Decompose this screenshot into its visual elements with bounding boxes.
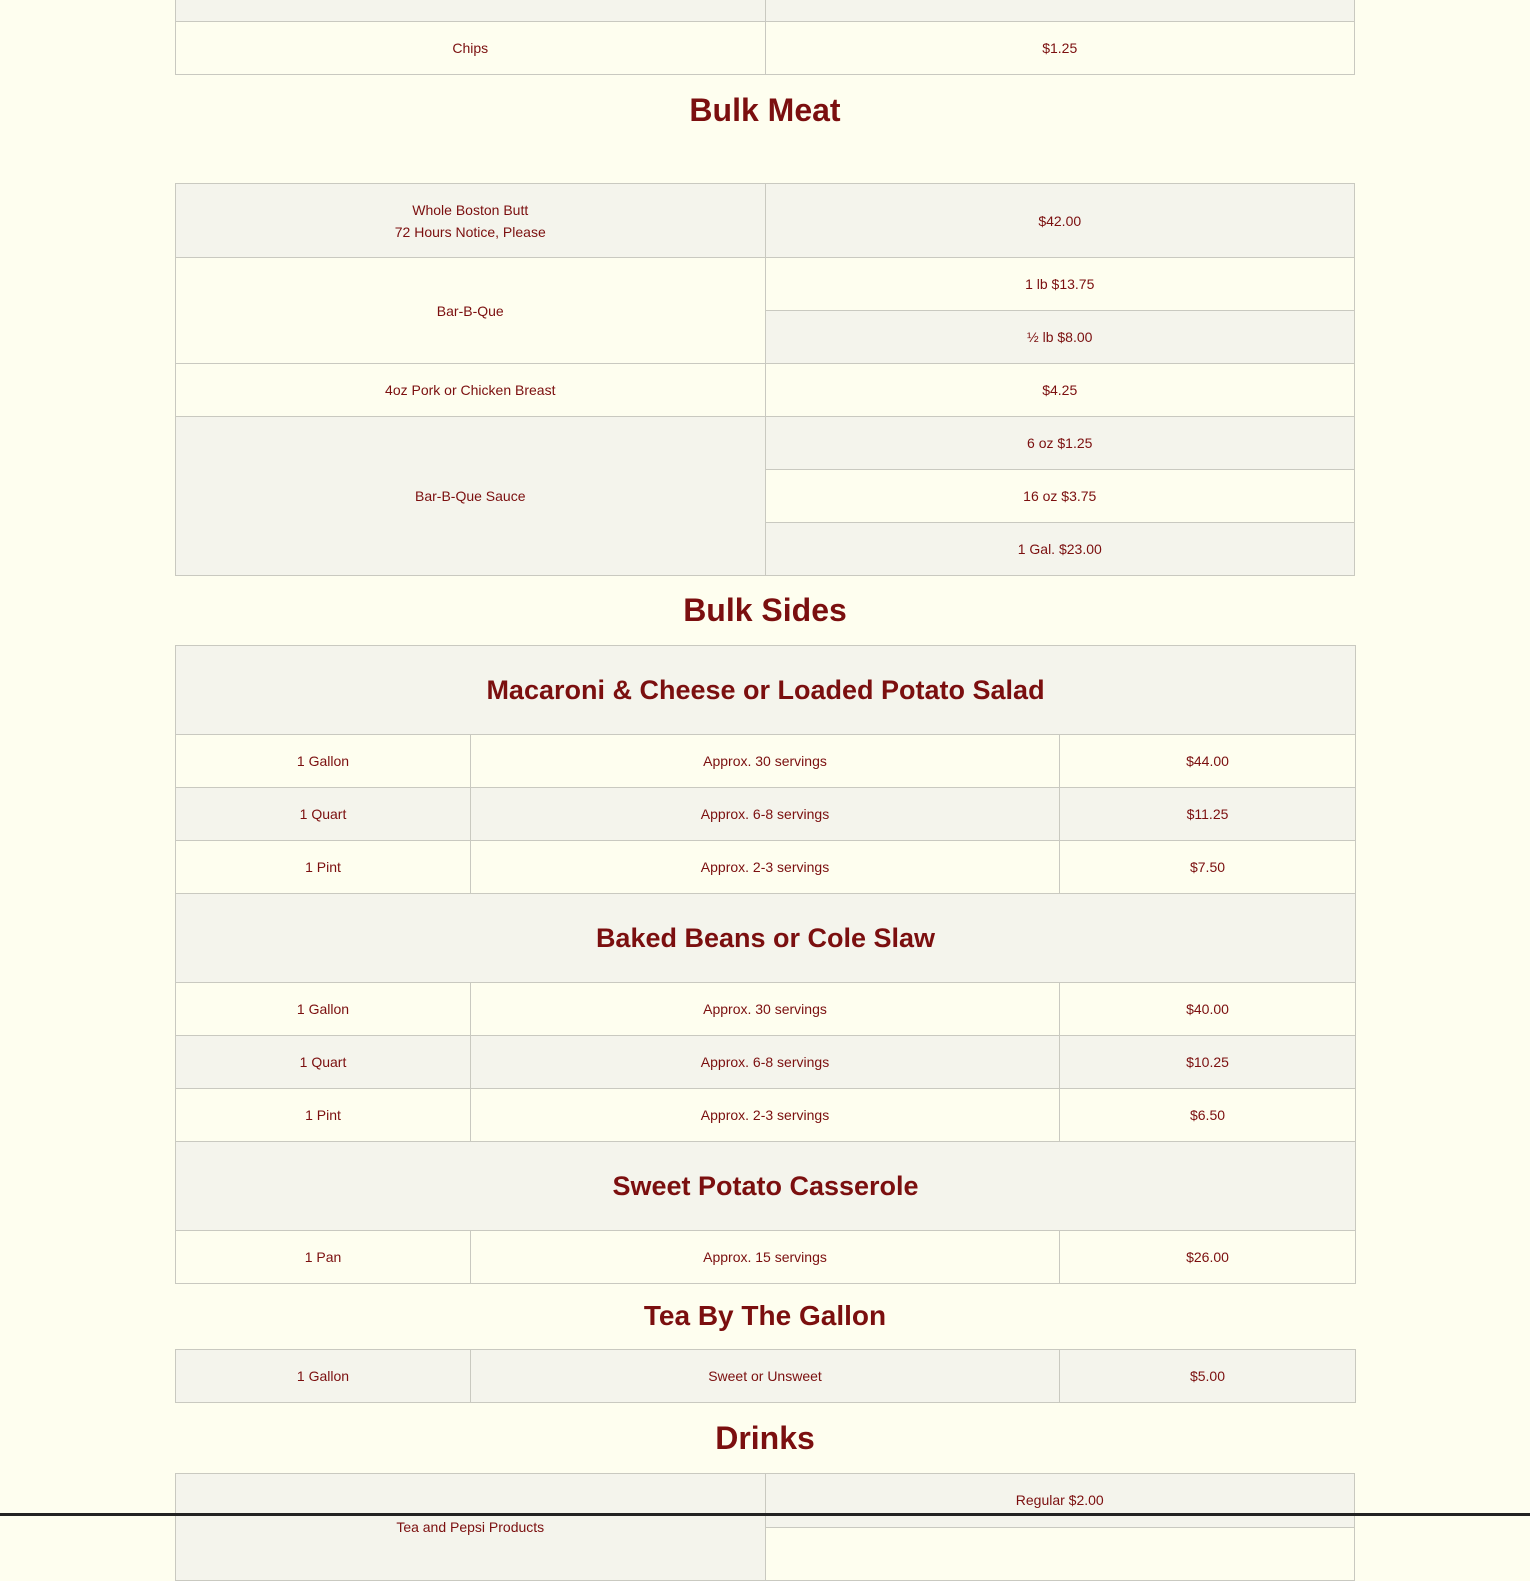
side-price: $26.00	[1060, 1231, 1356, 1284]
side-price: $40.00	[1060, 983, 1356, 1036]
menu-item-price: 1 lb $13.75	[765, 258, 1355, 311]
drink-item-name: Tea and Pepsi Products	[176, 1474, 766, 1581]
side-size: 1 Pan	[176, 1231, 471, 1284]
side-size: 1 Quart	[176, 788, 471, 841]
table-row	[176, 1474, 1355, 1528]
side-servings: Approx. 6-8 servings	[471, 788, 1060, 841]
tea-table	[175, 1349, 1356, 1403]
side-servings: Approx. 6-8 servings	[471, 1036, 1060, 1089]
menu-item-name	[176, 184, 766, 258]
item-name: Whole Boston Butt	[412, 201, 529, 218]
side-group-title: Macaroni & Cheese or Loaded Potato Salad	[176, 646, 1356, 735]
side-servings: Approx. 30 servings	[471, 983, 1060, 1036]
table-row	[176, 646, 1356, 735]
table-row	[176, 1142, 1356, 1231]
menu-container	[175, 0, 1355, 1581]
table-row	[176, 894, 1356, 983]
table-row	[176, 1089, 1356, 1142]
table-row	[176, 1231, 1356, 1284]
menu-item-name: 4oz Pork or Chicken Breast	[176, 364, 766, 417]
side-servings: Approx. 30 servings	[471, 735, 1060, 788]
drink-price: Regular $2.00	[765, 1474, 1355, 1528]
table-row	[176, 983, 1356, 1036]
side-price: $6.50	[1060, 1089, 1356, 1142]
table-row	[176, 0, 1355, 22]
side-size: 1 Pint	[176, 1089, 471, 1142]
section-title-bulk-sides: Bulk Sides	[683, 592, 847, 628]
side-group-title: Sweet Potato Casserole	[176, 1142, 1356, 1231]
tea-price: $5.00	[1060, 1350, 1356, 1403]
drink-price-empty	[765, 1527, 1355, 1581]
side-size: 1 Quart	[176, 1036, 471, 1089]
section-title-drinks: Drinks	[715, 1420, 815, 1456]
table-row	[176, 258, 1355, 311]
table-row	[176, 841, 1356, 894]
menu-item-name: Bar-B-Que	[176, 258, 766, 364]
drinks-table	[175, 1473, 1355, 1581]
menu-item-price	[765, 0, 1355, 22]
side-size: 1 Pint	[176, 841, 471, 894]
side-price: $11.25	[1060, 788, 1356, 841]
table-row	[176, 1036, 1356, 1089]
side-group-title: Baked Beans or Cole Slaw	[176, 894, 1356, 983]
table-row	[176, 735, 1356, 788]
menu-item-price: ½ lb $8.00	[765, 311, 1355, 364]
table-row	[176, 22, 1355, 75]
sides-table	[175, 0, 1355, 75]
side-price: $44.00	[1060, 735, 1356, 788]
table-row	[176, 364, 1355, 417]
side-price: $7.50	[1060, 841, 1356, 894]
menu-item-name: Chips	[176, 22, 766, 75]
side-price: $10.25	[1060, 1036, 1356, 1089]
menu-item-price: 1 Gal. $23.00	[765, 523, 1355, 576]
menu-item-price: $42.00	[765, 184, 1355, 258]
section-title-tea: Tea By The Gallon	[643, 1300, 887, 1331]
side-servings: Approx. 15 servings	[471, 1231, 1060, 1284]
side-size: 1 Gallon	[176, 983, 471, 1036]
menu-item-price: $4.25	[765, 364, 1355, 417]
tea-description: Sweet or Unsweet	[471, 1350, 1060, 1403]
menu-item-name: Bar-B-Que Sauce	[176, 417, 766, 576]
table-row	[176, 788, 1356, 841]
bulk-meat-table	[175, 183, 1355, 576]
item-note: 72 Hours Notice, Please	[394, 223, 546, 240]
menu-item-price: 6 oz $1.25	[765, 417, 1355, 470]
section-title-bulk-meat: Bulk Meat	[689, 92, 841, 128]
table-row	[176, 1350, 1356, 1403]
table-row	[176, 184, 1355, 258]
menu-item-price: 16 oz $3.75	[765, 470, 1355, 523]
menu-item-name	[176, 0, 766, 22]
side-servings: Approx. 2-3 servings	[471, 1089, 1060, 1142]
tea-size: 1 Gallon	[176, 1350, 471, 1403]
table-row	[176, 417, 1355, 470]
bulk-sides-table	[175, 645, 1356, 1284]
side-size: 1 Gallon	[176, 735, 471, 788]
side-servings: Approx. 2-3 servings	[471, 841, 1060, 894]
menu-item-price: $1.25	[765, 22, 1355, 75]
